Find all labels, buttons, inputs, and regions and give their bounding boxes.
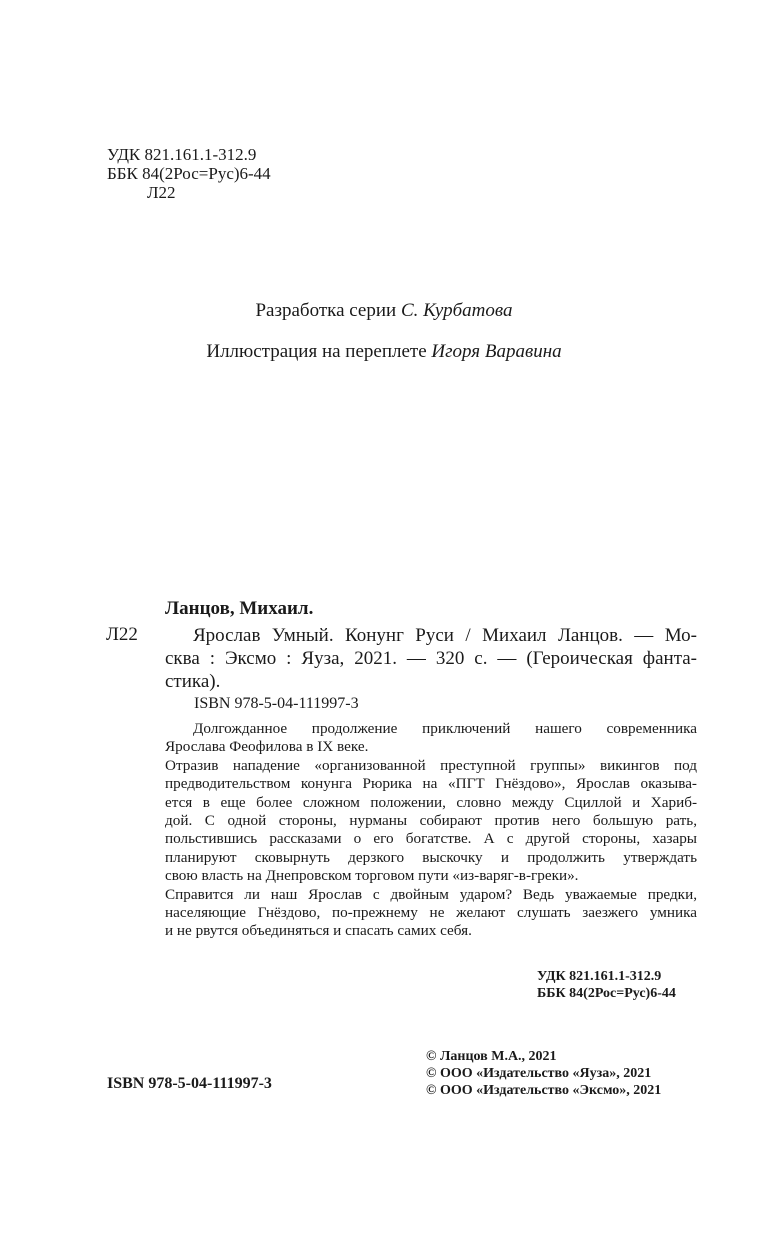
annotation-line: Справится ли наш Ярослав с двойным ударом? Ведь уважаемые предки, (165, 885, 697, 903)
annotation-line: населяющие Гнёздово, по-прежнему не желают слушать заезжего умника (165, 904, 697, 922)
copyright-line: © Ланцов М.А., 2021 (426, 1049, 557, 1064)
annotation-line: предводительством конунга Рюрика на «ПГТ Гнёздово», Ярослав оказыва- (165, 775, 697, 793)
annotation-line: польстившись рассказами о его богатстве. А с другой стороны, хазары (165, 830, 697, 848)
annotation (165, 720, 697, 941)
annotation-line: дой. С одной стороны, нурманы собирают против него большую рать, (165, 812, 697, 830)
bib-code: Л22 (106, 624, 138, 645)
illustration-credit-prefix: Иллюстрация на переплете (206, 341, 432, 362)
series-credit-name: С. Курбатова (400, 300, 513, 321)
illustration-credit (0, 341, 768, 363)
bbk-code: ББК 84(2Рос=Рус)6-44 (107, 164, 271, 183)
copyright-line: © ООО «Издательство «Яуза», 2021 (426, 1066, 652, 1081)
annotation-line: планируют сковырнуть дерзкого выскочку и продолжить утверждать (165, 848, 697, 866)
footer-udk: УДК 821.161.1-312.9 (537, 969, 662, 984)
series-credit-prefix: Разработка серии (255, 300, 401, 321)
udk-code: УДК 821.161.1-312.9 (107, 145, 257, 164)
author-sign-code: Л22 (147, 183, 176, 202)
copyright-block (426, 1048, 661, 1099)
bib-isbn: ISBN 978-5-04-111997-3 (194, 695, 359, 712)
illustration-credit-name: Игоря Варавина (431, 341, 562, 362)
series-credit (0, 300, 768, 322)
bib-author: Ланцов, Михаил. (165, 598, 314, 619)
footer-isbn: ISBN 978-5-04-111997-3 (107, 1075, 272, 1092)
annotation-line: Ярослава Феофилова в IX веке. (165, 738, 369, 756)
annotation-line: Отразив нападение «организованной преступной группы» викингов под (165, 756, 697, 774)
copyright-line: © ООО «Издательство «Эксмо», 2021 (426, 1083, 662, 1098)
bib-line: сква : Эксмо : Яуза, 2021. — 320 с. — (Героическая фанта- (165, 648, 697, 669)
annotation-line: Долгожданное продолжение приключений нашего современника (193, 720, 697, 737)
bib-line: Ярослав Умный. Конунг Руси / Михаил Ланцов. — Мо- (193, 625, 697, 646)
footer-bbk: ББК 84(2Рос=Рус)6-44 (537, 986, 676, 1001)
annotation-line: свою власть на Днепровском торговом пути «из-варяг-в-греки». (165, 867, 579, 885)
footer-classification (537, 968, 676, 1002)
classification-block (107, 145, 271, 202)
annotation-line: ется в еще более сложном положении, словно между Сциллой и Хариб- (165, 793, 697, 811)
bib-description (165, 624, 697, 693)
annotation-line: и не рвутся объединяться и спасать самих себя. (165, 922, 472, 940)
bib-line: стика). (165, 671, 221, 692)
